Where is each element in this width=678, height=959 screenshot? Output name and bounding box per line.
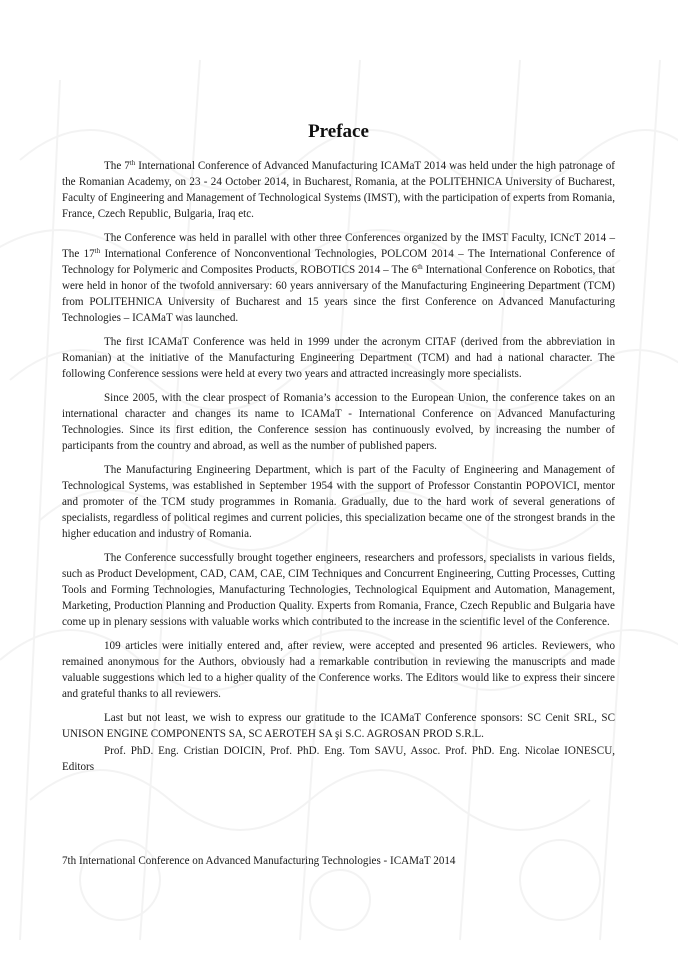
editors-signature: Prof. PhD. Eng. Cristian DOICIN, Prof. PhD. Eng. Tom SAVU, Assoc. Prof. PhD. Eng. Nicolae IONESCU, Editors (62, 745, 615, 773)
paragraph-sponsors: Last but not least, we wish to express our gratitude to the ICAMaT Conference sponsors: SC Cenit SRL, SC UNISON ENGINE COMPONENTS SA, SC AEROTEH SA şi S.C. AGROSAN PROD S.R.L. (62, 712, 615, 740)
paragraph-international: Since 2005, with the clear prospect of Romania’s accession to the European Union, the conference takes on an international character and changes its name to ICAMaT - International Conference on Advanced Manufacturing Technologies. Since its first edition, the Conference session has continuously evolved, by increasing the number of participants from the country and abroad, as well as the number of published papers. (62, 392, 615, 452)
paragraph-participants: The Conference successfully brought together engineers, researchers and professors, specialists in various fields, such as Product Development, CAD, CAM, CAE, CIM Techniques and Concurrent Engineering, Cutting Processes, Cutting Tools and Forming Technologies, Manufacturing Technologies, Technological Equipment and Automation, Management, Marketing, Production Planning and Production Quality. Experts from Romania, France, Czech Republic and Bulgaria have come up in plenary sessions with valuable works which contributed to the increase in the scientific level of the Conference. (62, 552, 615, 628)
paragraph-parallel-conferences: The Conference was held in parallel with other three Conferences organized by the IMST Faculty, ICNcT 2014 – The 17th International Conference of Nonconventional Technologies, POLCOM 2014 – The International Conference of Technology for Polymeric and Composites Products, ROBOTICS 2014 – The 6th International Conference on Robotics, that were held in honor of the twofold anniversary: 60 years anniversary of the Manufacturing Engineering Department (TCM) from POLITEHNICA University of Bucharest and 15 years since the first Conference on Advanced Manufacturing Technologies – ICAMaT was launched. (62, 232, 616, 324)
paragraph-department: The Manufacturing Engineering Department, which is part of the Faculty of Engineering and Management of Technological Systems, was established in September 1954 with the support of Professor Constantin POPOVICI, mentor and promoter of the TCM study programmes in Romania. Gradually, due to the hard work of several generations of specialists, regardless of political regimes and current policies, this specialization became one of the strongest brands in the higher education and industry of Romania. (62, 464, 615, 540)
page-footer: 7th International Conference on Advanced Manufacturing Technologies - ICAMaT 2014 (62, 855, 456, 867)
page-title: Preface (308, 121, 369, 142)
paragraph-history: The first ICAMaT Conference was held in 1999 under the acronym CITAF (derived from the abbreviation in Romanian) at the initiative of the Manufacturing Engineering Department (TCM) and had a national character. The following Conference sessions were held at every two years and attracted increasingly more specialists. (62, 336, 615, 380)
paragraph-conference-intro: The 7th International Conference of Advanced Manufacturing ICAMaT 2014 was held under the high patronage of the Romanian Academy, on 23 - 24 October 2014, in Bucharest, Romania, at the POLITEHNICA University of Bucharest, Faculty of Engineering and Management of Technological Systems (IMST), with the participation of experts from Romania, France, Czech Republic, Bulgaria, Iraq etc. (62, 159, 615, 220)
preface-content (62, 121, 615, 783)
paragraph-reviewers: 109 articles were initially entered and, after review, were accepted and presented 96 articles. Reviewers, who remained anonymous for the Authors, obviously had a remarkable contribution in reviewing the manuscripts and made valuable suggestions which led to a higher quality of the Conference works. The Editors would like to express their sincere and grateful thanks to all reviewers. (62, 640, 615, 700)
